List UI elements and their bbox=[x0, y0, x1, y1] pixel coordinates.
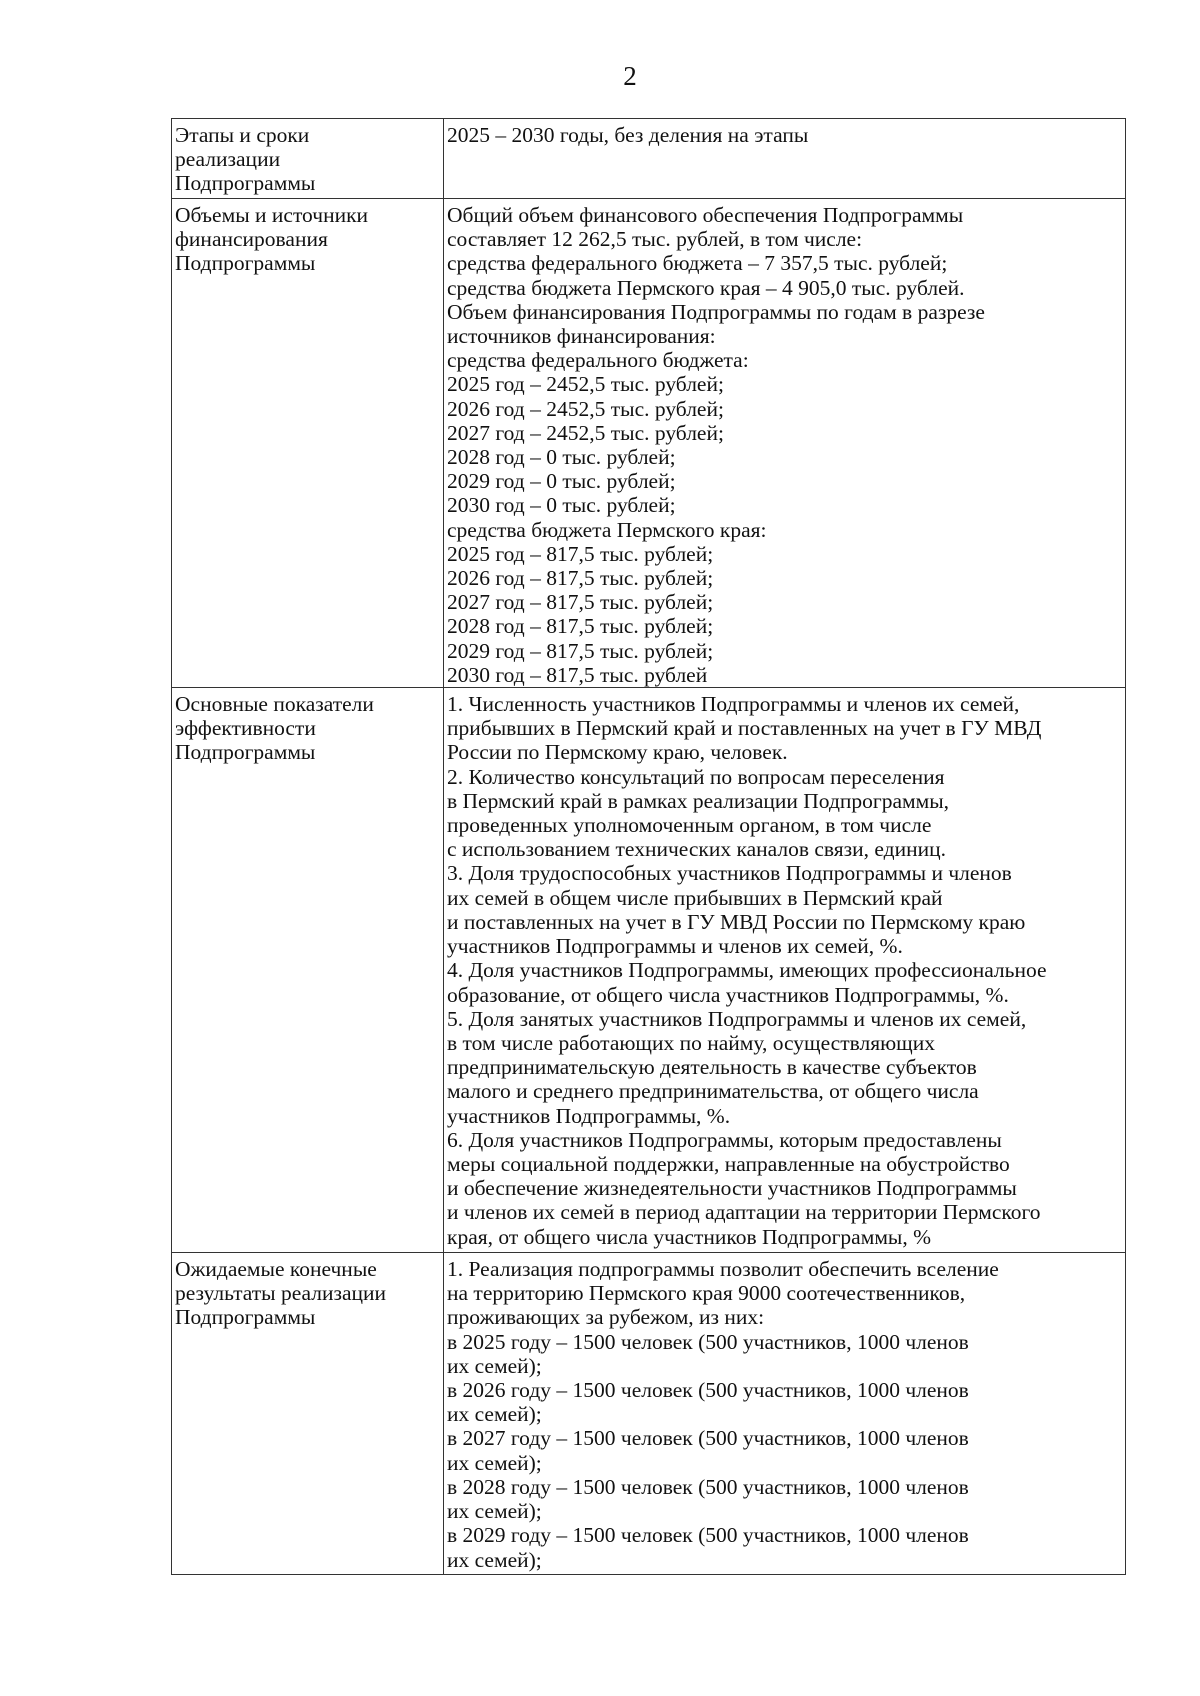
value-line: их семей); bbox=[447, 1402, 542, 1427]
value-line: их семей); bbox=[447, 1450, 542, 1475]
value-line: 1. Численность участников Подпрограммы и членов их семей, bbox=[447, 692, 1020, 717]
table-row-stages bbox=[172, 119, 1126, 199]
value-line: 2025 – 2030 годы, без деления на этапы bbox=[447, 123, 809, 147]
value-line: их семей); bbox=[447, 1353, 542, 1378]
value-line: средства федерального бюджета: bbox=[447, 348, 749, 373]
label-line: эффективности bbox=[175, 716, 316, 741]
row-value-indicators bbox=[444, 688, 1126, 1253]
value-line: малого и среднего предпринимательства, от общего числа bbox=[447, 1079, 979, 1104]
label-line: Основные показатели bbox=[175, 692, 374, 717]
value-line: Общий объем финансового обеспечения Подпрограммы bbox=[447, 203, 964, 227]
row-label-stages bbox=[172, 119, 444, 199]
row-value-expected-results bbox=[444, 1253, 1126, 1575]
value-line: 2027 год – 2452,5 тыс. рублей; bbox=[447, 420, 724, 445]
value-line: средства бюджета Пермского края: bbox=[447, 517, 767, 542]
value-line: составляет 12 262,5 тыс. рублей, в том числе: bbox=[447, 227, 863, 252]
value-line: 2030 год – 817,5 тыс. рублей bbox=[447, 662, 708, 687]
table-row-financing bbox=[172, 199, 1126, 688]
row-value-financing bbox=[444, 199, 1126, 688]
table-row-expected-results bbox=[172, 1253, 1126, 1575]
value-line: прибывших в Пермский край и поставленных на учет в ГУ МВД bbox=[447, 716, 1042, 741]
value-line: 2. Количество консультаций по вопросам переселения bbox=[447, 764, 945, 789]
value-line: участников Подпрограммы и членов их семей, %. bbox=[447, 934, 903, 959]
value-line: в 2028 году – 1500 человек (500 участников, 1000 членов bbox=[447, 1474, 969, 1499]
value-line: их семей); bbox=[447, 1499, 542, 1524]
page-number: 2 bbox=[623, 61, 637, 91]
value-line: участников Подпрограммы, %. bbox=[447, 1103, 731, 1128]
value-line: 4. Доля участников Подпрограммы, имеющих профессиональное bbox=[447, 958, 1047, 983]
label-line: Этапы и сроки bbox=[175, 123, 310, 147]
value-line: 5. Доля занятых участников Подпрограммы и членов их семей, bbox=[447, 1006, 1027, 1031]
value-line: их семей в общем числе прибывших в Пермский край bbox=[447, 885, 943, 910]
label-line: Ожидаемые конечные bbox=[175, 1257, 377, 1282]
value-line: 2027 год – 817,5 тыс. рублей; bbox=[447, 590, 714, 615]
value-line: проживающих за рубежом, из них: bbox=[447, 1305, 765, 1330]
value-line: их семей); bbox=[447, 1547, 542, 1572]
row-value-stages bbox=[444, 119, 1126, 199]
value-line: и поставленных на учет в ГУ МВД России по Пермскому краю bbox=[447, 909, 1026, 934]
value-line: в 2025 году – 1500 человек (500 участников, 1000 членов bbox=[447, 1329, 969, 1354]
value-line: средства бюджета Пермского края – 4 905,0 тыс. рублей. bbox=[447, 275, 965, 300]
subprogram-passport-table bbox=[171, 118, 1126, 1575]
value-line: края, от общего числа участников Подпрограммы, % bbox=[447, 1224, 932, 1249]
row-label-indicators bbox=[172, 688, 444, 1253]
value-line: 2029 год – 0 тыс. рублей; bbox=[447, 469, 676, 494]
value-line: 6. Доля участников Подпрограммы, которым предоставлены bbox=[447, 1127, 1002, 1152]
value-line: 2025 год – 2452,5 тыс. рублей; bbox=[447, 372, 724, 397]
label-line: Подпрограммы bbox=[175, 171, 316, 196]
label-line: Подпрограммы bbox=[175, 740, 316, 765]
value-line: и обеспечение жизнедеятельности участников Подпрограммы bbox=[447, 1176, 1017, 1201]
value-line: 3. Доля трудоспособных участников Подпрограммы и членов bbox=[447, 861, 1012, 886]
value-line: в 2026 году – 1500 человек (500 участников, 1000 членов bbox=[447, 1378, 969, 1403]
value-line: России по Пермскому краю, человек. bbox=[447, 740, 788, 765]
value-line: в 2029 году – 1500 человек (500 участников, 1000 членов bbox=[447, 1523, 969, 1548]
label-line: Подпрограммы bbox=[175, 1305, 316, 1330]
value-line: образование, от общего числа участников Подпрограммы, %. bbox=[447, 982, 1009, 1007]
value-line: предпринимательскую деятельность в качестве субъектов bbox=[447, 1055, 977, 1080]
value-line: проведенных уполномоченным органом, в том числе bbox=[447, 813, 932, 838]
value-line: 2029 год – 817,5 тыс. рублей; bbox=[447, 638, 714, 663]
value-line: средства федерального бюджета – 7 357,5 тыс. рублей; bbox=[447, 251, 948, 276]
label-line: Объемы и источники bbox=[175, 203, 369, 227]
row-label-financing bbox=[172, 199, 444, 688]
value-line: 2026 год – 817,5 тыс. рублей; bbox=[447, 566, 714, 591]
value-line: в том числе работающих по найму, осуществляющих bbox=[447, 1030, 935, 1055]
value-line: 2028 год – 817,5 тыс. рублей; bbox=[447, 614, 714, 639]
row-label-expected-results bbox=[172, 1253, 444, 1575]
value-line: с использованием технических каналов связи, единиц. bbox=[447, 837, 947, 862]
value-line: на территорию Пермского края 9000 соотечественников, bbox=[447, 1281, 966, 1306]
label-line: реализации bbox=[175, 147, 281, 172]
value-line: 1. Реализация подпрограммы позволит обеспечить вселение bbox=[447, 1257, 999, 1282]
value-line: 2025 год – 817,5 тыс. рублей; bbox=[447, 541, 714, 566]
value-line: и членов их семей в период адаптации на территории Пермского bbox=[447, 1200, 1041, 1225]
value-line: в 2027 году – 1500 человек (500 участников, 1000 членов bbox=[447, 1426, 969, 1451]
table-row-indicators bbox=[172, 688, 1126, 1253]
label-line: результаты реализации bbox=[175, 1281, 387, 1306]
value-line: Объем финансирования Подпрограммы по годам в разрезе bbox=[447, 299, 985, 324]
value-line: источников финансирования: bbox=[447, 324, 716, 349]
label-line: финансирования bbox=[175, 227, 328, 252]
label-line: Подпрограммы bbox=[175, 251, 316, 276]
value-line: 2030 год – 0 тыс. рублей; bbox=[447, 493, 676, 518]
value-line: 2026 год – 2452,5 тыс. рублей; bbox=[447, 396, 724, 421]
value-line: меры социальной поддержки, направленные на обустройство bbox=[447, 1151, 1010, 1176]
value-line: 2028 год – 0 тыс. рублей; bbox=[447, 445, 676, 470]
value-line: в Пермский край в рамках реализации Подпрограммы, bbox=[447, 788, 950, 813]
